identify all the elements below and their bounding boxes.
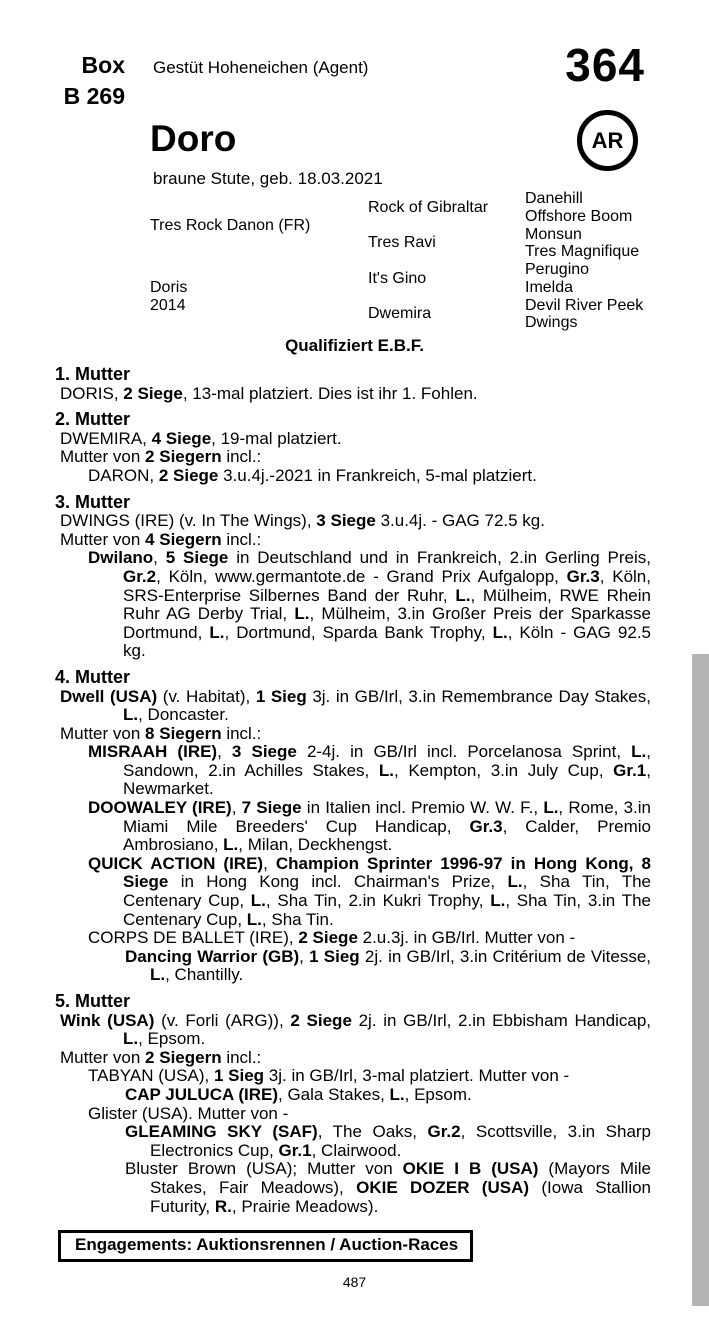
bold-text-run: 2 Siegern: [145, 447, 222, 467]
great-grandparent-name: Monsun: [525, 225, 582, 243]
grandsire-cell: [368, 261, 525, 297]
text-run: incl.:: [221, 723, 262, 743]
text-run: DARON,: [88, 465, 159, 485]
text-run: (v. Habitat),: [157, 686, 256, 706]
ar-brand-badge-icon: [577, 110, 638, 171]
dam-year: 2014: [150, 296, 186, 314]
catalog-paragraph: [55, 512, 651, 531]
catalog-paragraph: [55, 1086, 651, 1105]
bold-text-run: L.: [490, 891, 506, 911]
bold-text-run: L.: [631, 742, 647, 762]
catalog-paragraph: [55, 430, 651, 449]
bold-text-run: Gr.2: [427, 1122, 461, 1142]
bold-text-run: L.: [455, 585, 471, 605]
bold-text-run: Gr.1: [613, 760, 647, 780]
catalog-paragraph: [55, 725, 651, 744]
bold-text-run: L.: [492, 622, 508, 642]
bold-text-run: 2 Siege: [290, 1010, 352, 1030]
text-run: , Köln, www.germantote.de - Grand Prix Aufgalopp,: [156, 566, 567, 586]
text-run: in Deutschland und in Frankreich, 2.in Gerling Preis,: [228, 548, 651, 568]
section-heading: 3. Mutter: [55, 491, 131, 512]
scrollbar-thumb[interactable]: [692, 654, 709, 1306]
horse-description: braune Stute, geb. 18.03.2021: [153, 169, 383, 188]
text-run: 3j. in GB/Irl, 3.in Remembrance Day Stakes,: [306, 686, 651, 706]
bold-text-run: OKIE DOZER (USA): [356, 1177, 530, 1197]
text-run: in Hong Kong incl. Chairman's Prize,: [168, 872, 508, 892]
pedigree-table: [150, 190, 662, 332]
text-run: ,: [231, 798, 242, 818]
text-run: Bluster Brown (USA); Mutter von: [125, 1159, 403, 1179]
bold-text-run: 3 Siege: [316, 511, 376, 531]
catalog-paragraph: [55, 467, 651, 486]
bold-text-run: 4 Siege: [151, 428, 212, 448]
bold-text-run: L.: [246, 909, 262, 929]
text-run: ,: [153, 548, 166, 568]
bold-text-run: MISRAAH (IRE): [88, 742, 218, 762]
bold-text-run: 2 Siegern: [145, 1047, 222, 1067]
dam-name: Doris: [150, 278, 188, 296]
bold-text-run: 1 Sieg: [255, 686, 307, 706]
text-run: (Mayors Mile Stakes, Fair Meadows),: [150, 1159, 651, 1197]
bold-text-run: L.: [209, 622, 225, 642]
text-run: , Sha Tin.: [261, 909, 334, 929]
grandparent-name: Tres Ravi: [368, 234, 436, 252]
sire-name: Tres Rock Danon (FR): [150, 216, 311, 234]
text-run: in Italien incl. Premio W. W. F.,: [301, 798, 544, 818]
page-number: 487: [342, 1274, 367, 1291]
text-run: 2j. in GB/Irl, 3.in Critérium de Vitesse,: [359, 946, 651, 966]
catalog-paragraph: [55, 448, 651, 467]
bold-text-run: L.: [294, 604, 310, 624]
text-run: , Mülheim, RWE Rhein Ruhr AG Derby Trial,: [123, 585, 651, 624]
box-info: [55, 50, 125, 112]
bold-text-run: 2 Siege: [158, 465, 219, 485]
lot-number: 364: [565, 39, 645, 91]
text-run: 2.u.3j. in GB/Irl. Mutter von -: [357, 928, 576, 948]
bold-text-run: L.: [123, 705, 139, 725]
bold-text-run: 1 Sieg: [309, 946, 360, 966]
great-grandparent-name: Devil River Peek: [525, 296, 644, 314]
granddam-cell: [368, 226, 525, 262]
bold-text-run: 2 Siege: [123, 383, 183, 403]
bold-text-run: Wink (USA): [60, 1010, 155, 1030]
text-run: Mutter von: [60, 1047, 146, 1067]
bold-text-run: Dwilano: [88, 548, 154, 568]
grandsire-cell: [368, 190, 525, 226]
text-run: 3.u.4j. - GAG 72.5 kg.: [375, 511, 545, 531]
bold-text-run: Gr.1: [278, 1140, 312, 1160]
catalog-paragraph: [55, 531, 651, 550]
text-run: incl.:: [221, 447, 262, 467]
text-run: , Epsom.: [138, 1029, 206, 1049]
bold-text-run: DOOWALEY (IRE): [88, 798, 232, 818]
bold-text-run: Dancing Warrior (GB): [125, 946, 300, 966]
mutter-sections: [0, 356, 709, 1216]
bold-text-run: Dwell (USA): [60, 686, 158, 706]
bold-text-run: Gr.2: [123, 566, 157, 586]
box-number: B 269: [63, 83, 125, 109]
text-run: 2-4j. in GB/Irl incl. Porcelanosa Sprint,: [296, 742, 632, 762]
ar-badge-text: AR: [591, 127, 624, 153]
text-run: , Dortmund, Sparda Bank Trophy,: [224, 622, 493, 642]
grandparent-name: It's Gino: [368, 269, 427, 287]
text-run: TABYAN (USA),: [88, 1066, 214, 1086]
text-run: , Köln - GAG 92.5 kg.: [123, 622, 651, 661]
bold-text-run: QUICK ACTION (IRE): [88, 853, 264, 873]
great-grandparent-name: Perugino: [525, 261, 590, 278]
consignor-name: Gestüt Hoheneichen (Agent): [153, 58, 369, 77]
page-header: [0, 0, 709, 190]
text-run: Glister (USA). Mutter von -: [88, 1103, 289, 1123]
bold-text-run: 5 Siege: [165, 548, 229, 568]
text-run: ,: [263, 853, 276, 873]
text-run: incl.:: [221, 1047, 262, 1067]
text-run: , Köln, SRS-Enterprise Silbernes Band der Ruhr,: [123, 566, 651, 605]
text-run: incl.:: [221, 529, 262, 549]
bold-text-run: 7 Siege: [241, 798, 302, 818]
bold-text-run: CAP JULUCA (IRE): [125, 1084, 279, 1104]
great-grandparent-name: Offshore Boom: [525, 207, 633, 225]
section-heading: 4. Mutter: [55, 666, 131, 687]
text-run: ,: [217, 742, 232, 762]
text-run: (v. Forli (ARG)),: [154, 1010, 291, 1030]
catalog-paragraph: [55, 948, 651, 985]
text-run: , Mülheim, 3.in Großer Preis der Sparkasse Dortmund,: [123, 604, 651, 642]
grandparent-name: Dwemira: [368, 305, 432, 323]
horse-name: Doro: [150, 118, 237, 159]
text-run: (Iowa Stallion Futurity,: [150, 1177, 652, 1216]
text-run: Mutter von: [60, 723, 146, 743]
bold-text-run: R.: [214, 1196, 232, 1216]
pedigree-grandparents-column: [368, 190, 525, 332]
bold-text-run: Gr.3: [566, 566, 600, 586]
bold-text-run: L.: [507, 872, 523, 892]
catalog-paragraph: [55, 1123, 651, 1160]
text-run: 2j. in GB/Irl, 2.in Ebbisham Handicap,: [351, 1010, 651, 1030]
granddam-cell: [368, 297, 525, 333]
bold-text-run: 4 Siegern: [145, 529, 222, 549]
catalog-paragraph: [55, 929, 651, 948]
text-run: , Epsom.: [404, 1084, 472, 1104]
text-run: Mutter von: [60, 529, 146, 549]
catalog-paragraph: [55, 1105, 651, 1124]
text-run: , Prairie Meadows).: [231, 1196, 379, 1216]
text-run: , Gala Stakes,: [278, 1084, 390, 1104]
bold-text-run: L.: [150, 965, 166, 985]
pedigree-parents-column: [150, 190, 368, 332]
great-grandparent-name: Imelda: [525, 278, 574, 296]
bold-text-run: L.: [123, 1029, 139, 1049]
text-run: , The Oaks,: [317, 1122, 428, 1142]
text-run: , Kempton, 3.in July Cup,: [393, 760, 614, 780]
text-run: , Newmarket.: [123, 760, 651, 799]
catalog-paragraph: [55, 549, 651, 661]
pedigree-sire-cell: [150, 190, 368, 261]
text-run: , 13-mal platziert. Dies ist ihr 1. Fohlen.: [182, 383, 478, 403]
grandparent-name: Rock of Gibraltar: [368, 198, 489, 216]
bold-text-run: OKIE I B (USA): [402, 1159, 539, 1179]
text-run: , Rome, 3.in Miami Mile Breeders' Cup Handicap,: [123, 798, 651, 836]
engagements-box: Engagements: Auktionsrennen / Auction-Races: [58, 1230, 473, 1262]
bold-text-run: L.: [250, 891, 266, 911]
bold-text-run: L.: [543, 798, 559, 818]
section-heading: 1. Mutter: [55, 364, 131, 384]
text-run: , Sha Tin, The Centenary Cup,: [123, 872, 652, 911]
pedigree-dam-cell: [150, 261, 368, 332]
bold-text-run: 8 Siegern: [145, 723, 222, 743]
engagements-row: [58, 1230, 709, 1262]
catalog-paragraph: [55, 743, 651, 799]
text-run: Mutter von: [60, 447, 146, 467]
text-run: , Sha Tin, 3.in The Centenary Cup,: [123, 891, 651, 929]
great-grandparent-name: Tres Magnifique: [525, 243, 640, 261]
catalog-paragraph: [55, 688, 651, 725]
catalog-paragraph: [55, 1160, 651, 1216]
bold-text-run: GLEAMING SKY (SAF): [125, 1122, 318, 1142]
text-run: , 19-mal platziert.: [211, 428, 342, 448]
catalog-paragraph: [55, 799, 651, 855]
catalog-paragraph: [55, 385, 651, 404]
text-run: ,: [299, 946, 310, 966]
bold-text-run: 1 Sieg: [213, 1066, 265, 1086]
text-run: 3j. in GB/Irl, 3-mal platziert. Mutter von -: [264, 1066, 570, 1086]
great-grandparent-name: Danehill: [525, 190, 583, 207]
bold-text-run: L.: [378, 760, 394, 780]
text-run: , Scottsville, 3.in Sharp Electronics Cup,: [150, 1122, 652, 1160]
text-run: , Calder, Premio Ambrosiano,: [123, 816, 651, 855]
text-run: DWINGS (IRE) (v. In The Wings),: [60, 511, 317, 531]
catalog-paragraph: [55, 855, 651, 929]
pedigree-greatgrandparents-column: [525, 190, 662, 332]
bold-text-run: Gr.3: [469, 816, 503, 836]
text-run: DWEMIRA,: [60, 428, 152, 448]
bold-text-run: L.: [223, 835, 239, 855]
text-run: , Doncaster.: [138, 705, 229, 725]
text-run: , Clairwood.: [311, 1140, 402, 1160]
text-run: , Sandown, 2.in Achilles Stakes,: [123, 742, 651, 780]
section-heading: 5. Mutter: [55, 991, 131, 1011]
box-label: Box: [81, 52, 125, 78]
bold-text-run: 3 Siege: [231, 742, 297, 762]
text-run: DORIS,: [60, 383, 124, 403]
text-run: CORPS DE BALLET (IRE),: [88, 928, 299, 948]
text-run: , Sha Tin, 2.in Kukri Trophy,: [265, 891, 491, 911]
bold-text-run: 2 Siege: [298, 928, 358, 948]
bold-text-run: L.: [389, 1084, 405, 1104]
text-run: , Milan, Deckhengst.: [238, 835, 393, 855]
text-run: , Chantilly.: [165, 965, 244, 985]
catalog-paragraph: [55, 1067, 651, 1086]
section-heading: 2. Mutter: [55, 409, 131, 430]
catalog-paragraph: [55, 1012, 651, 1049]
great-grandparent-name: Dwings: [525, 314, 578, 332]
bold-text-run: Champion Sprinter 1996-97 in Hong Kong, 8 Siege: [123, 853, 651, 892]
catalog-paragraph: [55, 1049, 651, 1068]
text-run: 3.u.4j.-2021 in Frankreich, 5-mal platziert.: [218, 465, 537, 485]
ebf-qualifier: Qualifiziert E.B.F.: [285, 336, 424, 355]
